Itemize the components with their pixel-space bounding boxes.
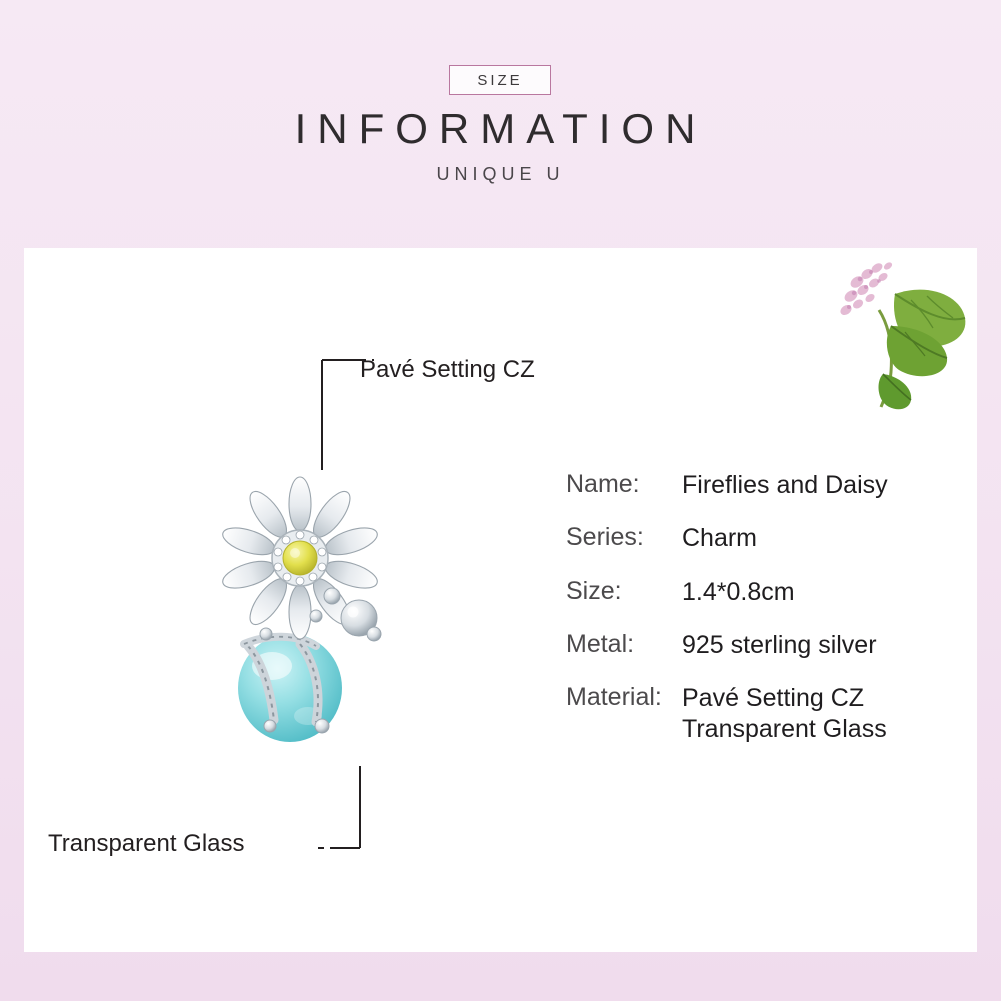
spec-row-size xyxy=(566,577,966,608)
spec-value-material xyxy=(682,683,887,746)
spec-value-size: 1.4*0.8cm xyxy=(682,577,795,606)
spec-row-metal xyxy=(566,630,966,661)
spec-value-material-line1: Pavé Setting CZ xyxy=(682,684,865,712)
spec-label-series: Series: xyxy=(566,523,644,552)
spec-label-metal: Metal: xyxy=(566,629,635,658)
content-card xyxy=(24,248,977,952)
leaf-icon xyxy=(833,252,973,417)
spec-label-name: Name: xyxy=(566,470,640,498)
size-badge xyxy=(449,65,551,95)
spec-row-name xyxy=(566,470,966,501)
spec-row-series xyxy=(566,523,966,554)
callout-pave-setting-cz: Pavé Setting CZ xyxy=(360,356,535,383)
page-subtitle: UNIQUE U xyxy=(436,164,565,184)
page-title: INFORMATION xyxy=(294,105,707,152)
spec-value-name: Fireflies and Daisy xyxy=(682,471,888,499)
callout-leader-bottom xyxy=(302,764,366,860)
header xyxy=(0,0,1001,248)
spec-label-material: Material: xyxy=(566,683,662,711)
spec-label-size: Size: xyxy=(566,576,622,605)
spec-table xyxy=(566,470,966,768)
lilac-leaf-decoration xyxy=(833,252,973,417)
daisy-charm-image xyxy=(204,448,434,778)
spec-row-material xyxy=(566,683,966,746)
spec-value-material-line2: Transparent Glass xyxy=(682,715,887,744)
spec-value-metal: 925 sterling silver xyxy=(682,630,877,659)
charm-illustration xyxy=(204,448,434,778)
callout-transparent-glass: Transparent Glass xyxy=(48,830,245,857)
size-badge-label: SIZE xyxy=(477,71,523,89)
spec-value-series: Charm xyxy=(682,524,758,553)
